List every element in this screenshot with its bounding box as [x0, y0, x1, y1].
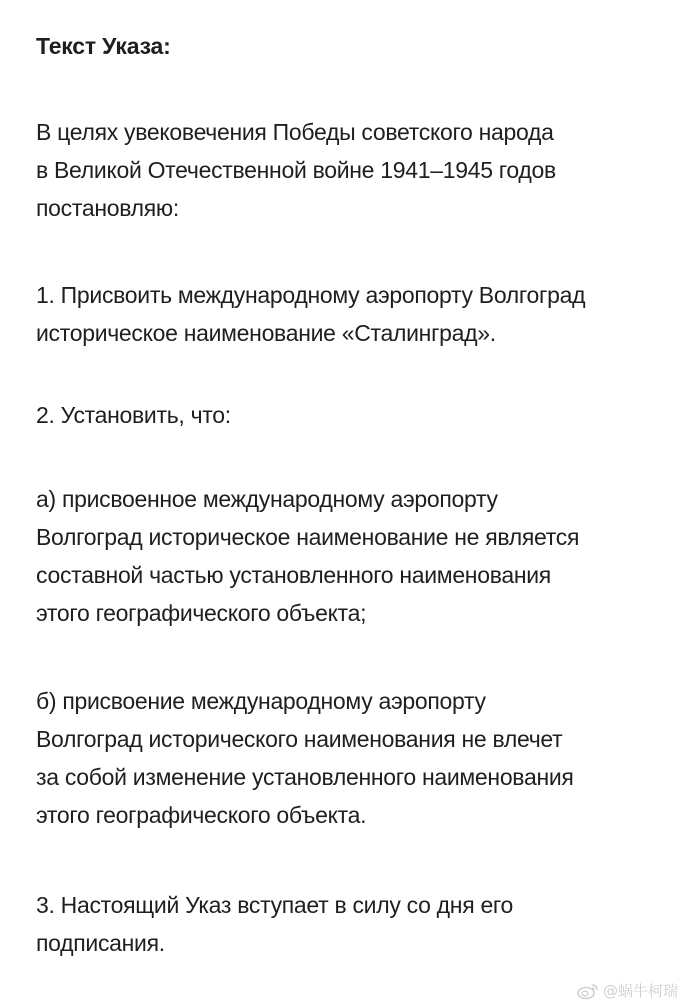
- weibo-icon: [577, 982, 599, 1000]
- clause-1-paragraph: [36, 276, 585, 352]
- text-line: В целях увековечения Победы советского народа: [36, 119, 554, 145]
- clause-2b-paragraph: [36, 682, 574, 834]
- text-line: 1. Присвоить международному аэропорту Волгоград: [36, 282, 586, 308]
- text-line: постановляю:: [36, 195, 179, 221]
- text-line: историческое наименование «Сталинград».: [36, 320, 496, 346]
- text-line: а) присвоенное международному аэропорту: [36, 486, 498, 512]
- preamble-paragraph: [36, 113, 556, 227]
- text-line: этого географического объекта.: [36, 802, 367, 828]
- text-line: подписания.: [36, 930, 165, 956]
- text-line: за собой изменение установленного наименования: [36, 764, 574, 790]
- text-line: этого географического объекта;: [36, 600, 367, 626]
- text-line: 2. Установить, что:: [36, 402, 231, 428]
- clause-2-paragraph: [36, 396, 231, 434]
- text-line: б) присвоение международному аэропорту: [36, 688, 486, 714]
- text-line: Волгоград историческое наименование не является: [36, 524, 580, 550]
- document-heading: Текст Указа:: [36, 33, 171, 59]
- weibo-watermark: [577, 980, 678, 1001]
- text-line: в Великой Отечественной войне 1941–1945 годов: [36, 157, 556, 183]
- clause-2a-paragraph: [36, 480, 579, 632]
- text-line: 3. Настоящий Указ вступает в силу со дня его: [36, 892, 514, 918]
- text-line: составной частью установленного наименования: [36, 562, 551, 588]
- clause-3-paragraph: [36, 886, 513, 962]
- text-line: Волгоград исторического наименования не влечет: [36, 726, 563, 752]
- watermark-text: @蜗牛柯瑞: [602, 982, 678, 1000]
